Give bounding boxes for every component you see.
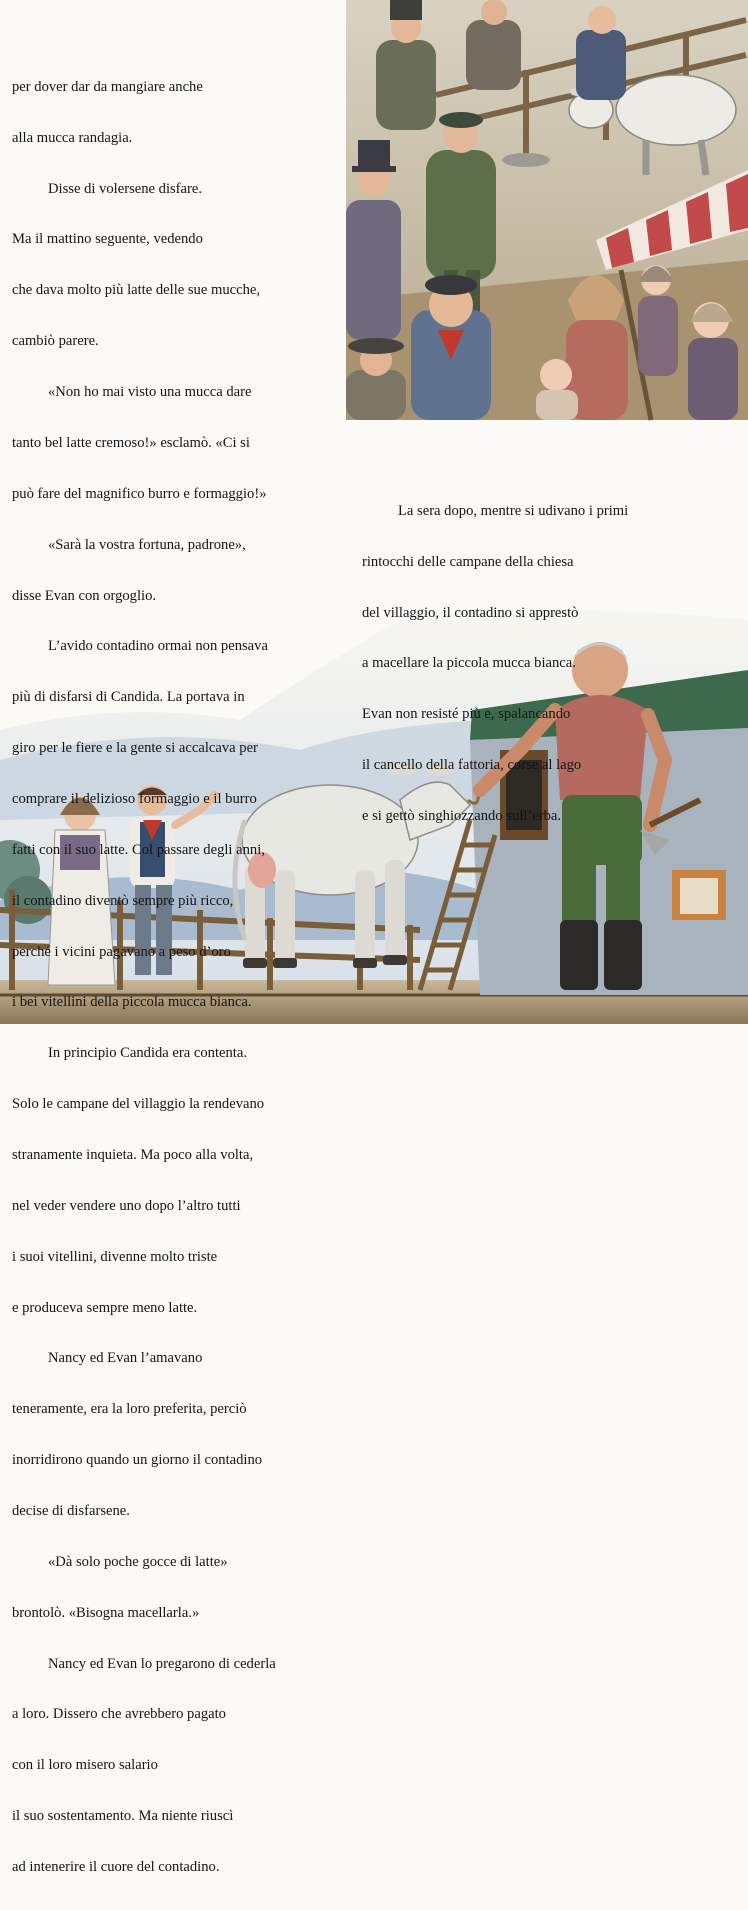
market-illustration — [346, 0, 748, 420]
text-line: Evan non resisté più e, spalancando — [362, 706, 571, 723]
text-line: decise di disfarsene. — [12, 1502, 130, 1519]
text-line: Solo le campane del villaggio la rendevano — [12, 1096, 265, 1113]
text-line: Disse di volersene disfare. — [48, 180, 202, 197]
text-line: i bei vitellini della piccola mucca bianca. — [12, 994, 252, 1011]
text-line: nel veder vendere uno dopo l’altro tutti — [12, 1197, 241, 1214]
text-line: che dava molto più latte delle sue mucche, — [12, 282, 261, 299]
text-line: rintocchi delle campane della chiesa — [362, 553, 574, 570]
text-line: cambiò parere. — [12, 333, 99, 350]
text-line: alla mucca randagia. — [12, 129, 133, 146]
text-line: brontolò. «Bisogna macellarla.» — [12, 1604, 200, 1621]
text-line: tanto bel latte cremoso!» esclamò. «Ci si — [12, 434, 250, 451]
text-line: In principio Candida era contenta. — [48, 1045, 247, 1062]
text-line: il cancello della fattoria, corse al lago — [362, 757, 582, 774]
text-line: Nancy ed Evan lo pregarono di cederla — [48, 1655, 276, 1672]
text-line: «Sarà la vostra fortuna, padrone», — [48, 536, 246, 553]
text-line: a macellare la piccola mucca bianca. — [362, 655, 576, 672]
text-line: a loro. Dissero che avrebbero pagato — [12, 1706, 226, 1723]
text-line: «Non ho mai visto una mucca dare — [48, 384, 252, 401]
text-line: con il loro misero salario — [12, 1757, 158, 1774]
text-line: ad intenerire il cuore del contadino. — [12, 1858, 220, 1875]
text-line: perché i vicini pagavano a peso d’oro — [12, 943, 231, 960]
text-line: del villaggio, il contadino si apprestò — [362, 604, 579, 621]
text-line: i suoi vitellini, divenne molto triste — [12, 1248, 218, 1265]
text-line: per dover dar da mangiare anche — [12, 78, 203, 95]
text-line: inorridirono quando un giorno il contadino — [12, 1452, 263, 1469]
left-text-column — [12, 45, 348, 1910]
text-line: e si gettò singhiozzando sull’erba. — [362, 808, 561, 825]
text-line: fatti con il suo latte. Col passare degli anni, — [12, 841, 265, 858]
text-line: Nancy ed Evan l’amavano — [48, 1350, 203, 1367]
text-line: teneramente, era la loro preferita, perciò — [12, 1401, 247, 1418]
text-line: L’avido contadino ormai non pensava — [48, 638, 268, 655]
text-line: comprare il delizioso formaggio e il burro — [12, 790, 257, 807]
text-line: e produceva sempre meno latte. — [12, 1299, 198, 1316]
text-line: La sera dopo, mentre si udivano i primi — [398, 502, 629, 519]
text-line: può fare del magnifico burro e formaggio!» — [12, 485, 267, 502]
right-text-column — [362, 469, 742, 859]
text-line: Ma il mattino seguente, vedendo — [12, 231, 203, 248]
text-line: stranamente inquieta. Ma poco alla volta, — [12, 1146, 254, 1163]
market-scene-svg — [346, 0, 748, 420]
text-line: il suo sostentamento. Ma niente riuscì — [12, 1808, 234, 1825]
text-line: «Dà solo poche gocce di latte» — [48, 1553, 228, 1570]
text-line: giro per le fiere e la gente si accalcava per — [12, 740, 258, 757]
text-line: disse Evan con orgoglio. — [12, 587, 157, 604]
text-line: il contadino diventò sempre più ricco, — [12, 892, 234, 909]
text-line: più di disfarsi di Candida. La portava in — [12, 689, 245, 706]
